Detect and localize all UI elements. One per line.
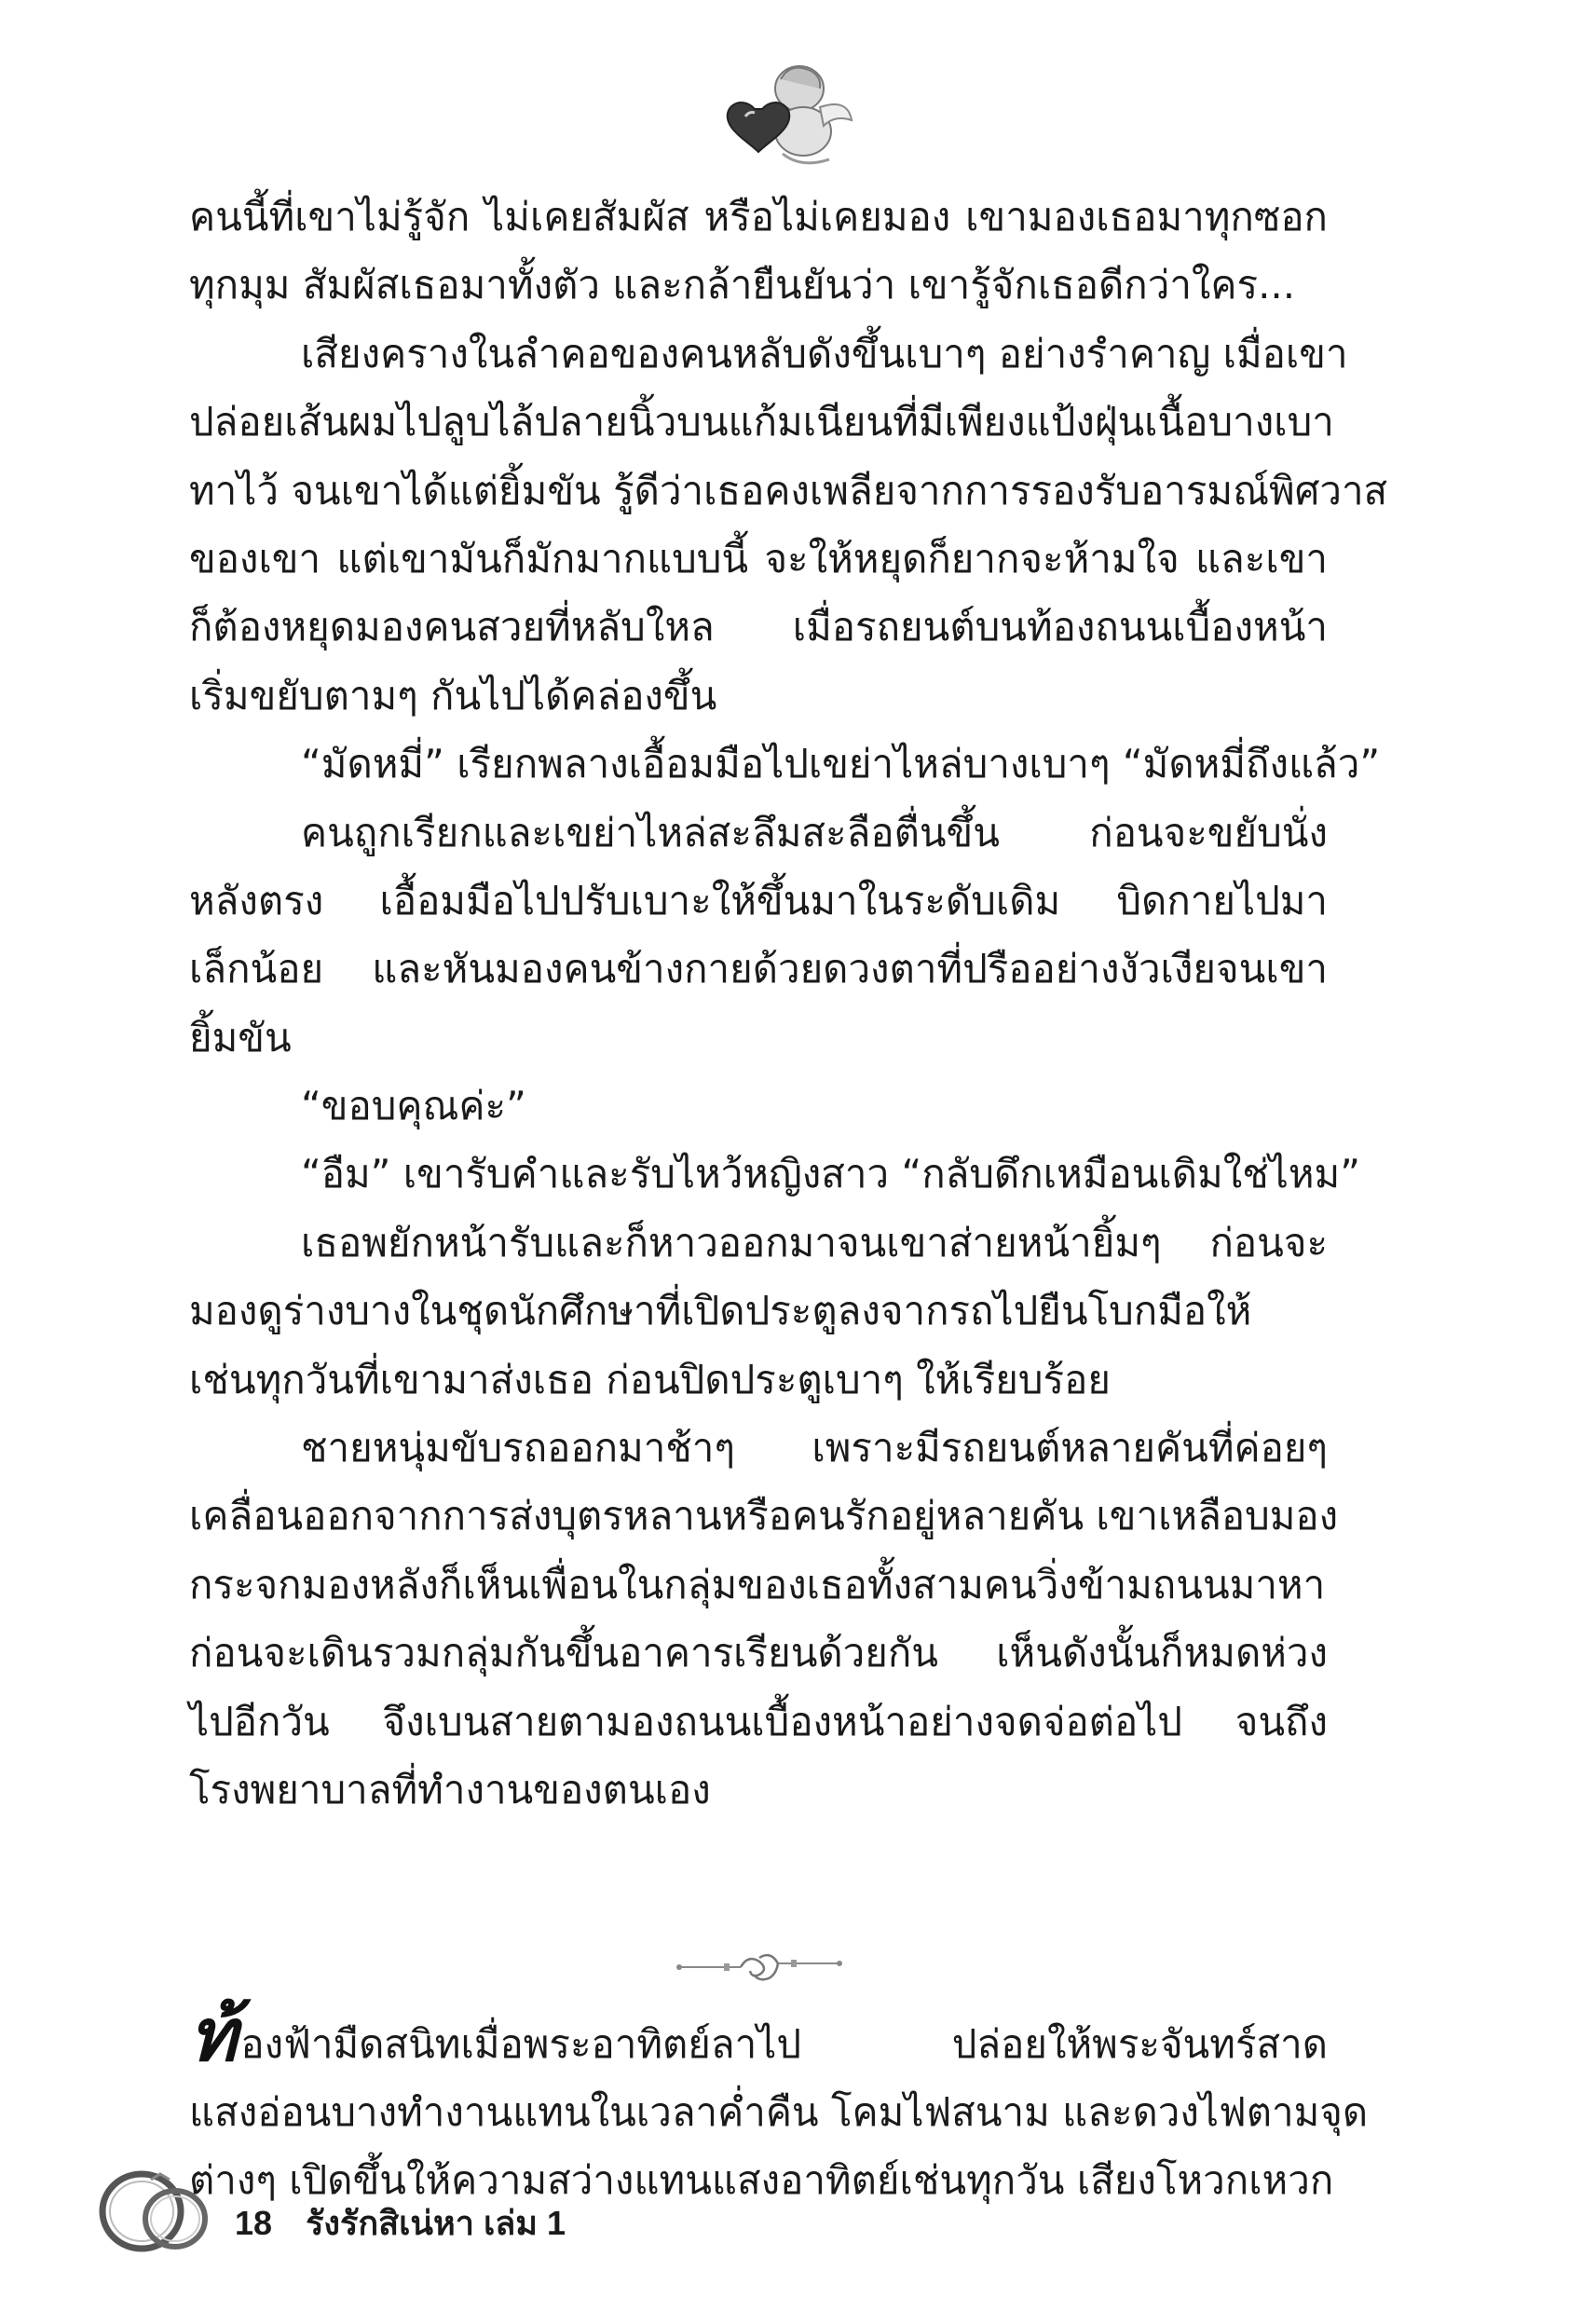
text-line: คนนี้ที่เขาไม่รู้จัก ไม่เคยสัมผัส หรือไม่เคยมอง เขามองเธอมาทุกซอก <box>189 194 1328 239</box>
text-line: “มัดหมี่” เรียกพลางเอื้อมมือไปเขย่าไหล่บางเบาๆ “มัดหมี่ถึงแล้ว” <box>301 741 1381 787</box>
text-line: ชายหนุ่มขับรถออกมาช้าๆ เพราะมีรถยนต์หลายคันที่ค่อยๆ <box>301 1425 1328 1471</box>
footer-text <box>235 2196 566 2249</box>
text-line: มองดูร่างบางในชุดนักศึกษาที่เปิดประตูลงจากรถไปยืนโบกมือให้ <box>189 1288 1252 1334</box>
text-line: เล็กน้อย และหันมองคนข้างกายด้วยดวงตาที่ปรืออย่างงัวเงียจนเขา <box>189 946 1328 992</box>
text-line: ต่างๆ เปิดขึ้นให้ความสว่างแทนแสงอาทิตย์เช่นทุกวัน เสียงโหวกเหวก <box>189 2157 1334 2204</box>
text-line: ของเขา แต่เขามันก็มักมากแบบนี้ จะให้หยุดก็ยากจะห้ามใจ และเขา <box>189 535 1328 581</box>
text-line: ยิ้มขัน <box>189 1014 292 1060</box>
text-line: แสงอ่อนบางทำงานแทนในเวลาค่ำคืน โคมไฟสนาม และดวงไฟตามจุด <box>189 2089 1369 2135</box>
text-line: โรงพยาบาลที่ทำงานของตนเอง <box>189 1766 711 1812</box>
page-footer <box>93 2157 745 2260</box>
cupid-heart-icon <box>717 51 857 172</box>
text-line: เสียงครางในลำคอของคนหลับดังขึ้นเบาๆ อย่างรำคาญ เมื่อเขา <box>301 330 1348 376</box>
wedding-rings-icon <box>93 2157 214 2260</box>
text-line: ทุกมุม สัมผัสเธอมาทั้งตัว และกล้ายืนยันว่า เขารู้จักเธอดีกว่าใคร... <box>189 262 1296 308</box>
text-line: เช่นทุกวันที่เขามาส่งเธอ ก่อนปิดประตูเบาๆ ให้เรียบร้อย <box>189 1356 1111 1402</box>
text-line: หลังตรง เอื้อมมือไปปรับเบาะให้ขึ้นมาในระดับเดิม บิดกายไปมา <box>189 877 1328 923</box>
scroll-ornament-icon <box>675 1943 843 1990</box>
text-line: เริ่มขยับตามๆ กันไปได้คล่องขึ้น <box>189 672 717 718</box>
body-text <box>189 183 1388 1824</box>
text-line: ปล่อยเส้นผมไปลูบไล้ปลายนิ้วบนแก้มเนียนที่มีเพียงแป้งฝุ่นเนื้อบางเบา <box>189 399 1334 445</box>
book-title: รังรักสิเน่หา เล่ม 1 <box>306 2204 566 2242</box>
text-line: คนถูกเรียกและเขย่าไหล่สะลึมสะลือตื่นขึ้น ก่อนจะขยับนั่ง <box>301 809 1328 855</box>
text-line: องฟ้ามืดสนิทเมื่อพระอาทิตย์ลาไป ปล่อยให้พระจันทร์สาด <box>240 2021 1328 2067</box>
text-line: เธอพยักหน้ารับและก็หาวออกมาจนเขาส่ายหน้ายิ้มๆ ก่อนจะ <box>301 1219 1328 1265</box>
text-line: ทาไว้ จนเขาได้แต่ยิ้มขัน รู้ดีว่าเธอคงเพลียจากการรองรับอารมณ์พิศวาส <box>189 467 1388 513</box>
drop-cap: ท้ <box>189 1993 238 2078</box>
text-line: “อืม” เขารับคำและรับไหว้หญิงสาว “กลับดึกเหมือนเดิมใช่ไหม” <box>301 1151 1360 1197</box>
text-line: “ขอบคุณค่ะ” <box>301 1083 526 1129</box>
text-line: กระจกมองหลังก็เห็นเพื่อนในกลุ่มของเธอทั้งสามคนวิ่งข้ามถนนมาหา <box>189 1561 1326 1607</box>
text-line: ก่อนจะเดินรวมกลุ่มกันขึ้นอาคารเรียนด้วยกัน เห็นดังนั้นก็หมดห่วง <box>189 1630 1328 1676</box>
page-number: 18 <box>235 2204 273 2242</box>
dropcap-line <box>189 1994 1328 2078</box>
text-line: ไปอีกวัน จึงเบนสายตามองถนนเบื้องหน้าอย่างจดจ่อต่อไป จนถึง <box>189 1698 1328 1744</box>
text-line: เคลื่อนออกจากการส่งบุตรหลานหรือคนรักอยู่หลายคัน เขาเหลือบมอง <box>189 1493 1339 1539</box>
text-line: ก็ต้องหยุดมองคนสวยที่หลับใหล เมื่อรถยนต์บนท้องถนนเบื้องหน้า <box>189 604 1328 650</box>
